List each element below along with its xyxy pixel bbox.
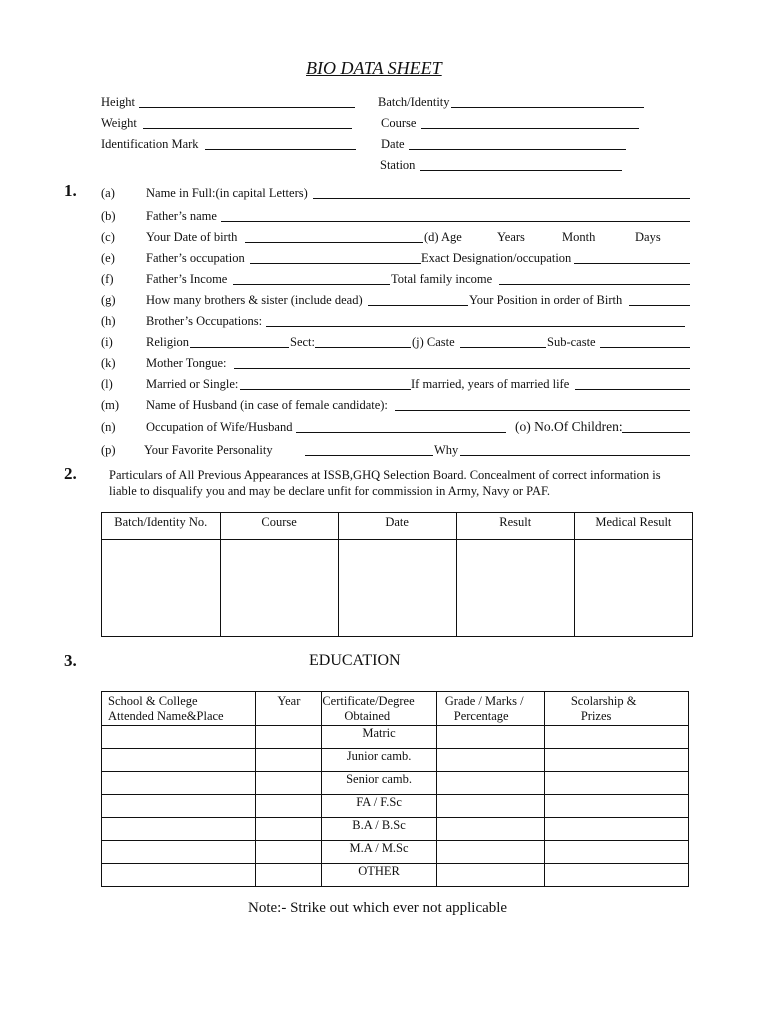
mother-tongue-label: Mother Tongue: xyxy=(146,356,227,370)
fathers-income-field[interactable] xyxy=(233,284,390,285)
spouse-occupation-label: Occupation of Wife/Husband xyxy=(146,420,293,434)
table-row xyxy=(102,841,689,864)
station-field[interactable] xyxy=(420,170,622,171)
sect-field[interactable] xyxy=(315,347,411,348)
husband-name-label: Name of Husband (in case of female candidate): xyxy=(146,398,388,412)
footer-note: Note:- Strike out which ever not applicable xyxy=(248,900,508,916)
column-header xyxy=(544,692,688,726)
table-cell[interactable] xyxy=(102,795,256,818)
batch-identity-label: Batch/Identity xyxy=(378,95,450,109)
table-cell[interactable] xyxy=(256,818,322,841)
table-cell[interactable] xyxy=(256,772,322,795)
weight-label: Weight xyxy=(101,116,137,130)
table-cell[interactable] xyxy=(574,540,692,637)
station-label: Station xyxy=(380,158,416,172)
table-cell[interactable] xyxy=(102,749,256,772)
table-cell[interactable] xyxy=(544,795,688,818)
height-field[interactable] xyxy=(139,107,355,108)
birth-order-label: Your Position in order of Birth xyxy=(469,293,623,307)
date-label: Date xyxy=(381,137,405,151)
qualification-cell: OTHER xyxy=(322,864,436,887)
favorite-personality-field[interactable] xyxy=(305,455,433,456)
age-label: (d) Age xyxy=(424,230,462,244)
table-cell[interactable] xyxy=(544,726,688,749)
qualification-cell: FA / F.Sc xyxy=(322,795,436,818)
item-e-label: (e) xyxy=(101,251,115,265)
married-years-label: If married, years of married life xyxy=(411,377,570,391)
education-table xyxy=(101,691,689,887)
year-header: Year xyxy=(256,692,322,726)
section-1-number: 1. xyxy=(64,181,77,200)
name-in-full-field[interactable] xyxy=(313,198,690,199)
batch-identity-field[interactable] xyxy=(451,107,644,108)
designation-label: Exact Designation/occupation xyxy=(421,251,572,265)
qualification-cell: Junior camb. xyxy=(322,749,436,772)
table-row xyxy=(102,864,689,887)
course-field[interactable] xyxy=(421,128,639,129)
table-cell[interactable] xyxy=(220,540,338,637)
total-family-income-field[interactable] xyxy=(499,284,690,285)
item-k-label: (k) xyxy=(101,356,116,370)
date-field[interactable] xyxy=(409,149,626,150)
item-a-label: (a) xyxy=(101,186,115,200)
table-cell[interactable] xyxy=(436,841,544,864)
mother-tongue-field[interactable] xyxy=(234,368,690,369)
table-cell[interactable] xyxy=(436,864,544,887)
married-years-field[interactable] xyxy=(575,389,690,390)
spouse-occupation-field[interactable] xyxy=(296,432,506,433)
designation-field[interactable] xyxy=(574,263,690,264)
table-cell[interactable] xyxy=(544,749,688,772)
table-row xyxy=(102,726,689,749)
brothers-occupations-field[interactable] xyxy=(266,326,685,327)
table-cell[interactable] xyxy=(436,772,544,795)
item-g-label: (g) xyxy=(101,293,116,307)
column-header: Medical Result xyxy=(574,513,692,540)
religion-field[interactable] xyxy=(190,347,289,348)
certificate-header-line-1: Certificate/Degree xyxy=(322,694,415,708)
table-cell[interactable] xyxy=(256,749,322,772)
table-cell[interactable] xyxy=(436,795,544,818)
table-cell[interactable] xyxy=(256,795,322,818)
age-month-label: Month xyxy=(562,230,596,244)
section-2-text-line-1: Particulars of All Previous Appearances at ISSB,GHQ Selection Board. Concealment of correct information is xyxy=(109,468,661,482)
course-label: Course xyxy=(381,116,417,130)
sub-caste-field[interactable] xyxy=(600,347,690,348)
table-cell[interactable] xyxy=(256,864,322,887)
table-cell[interactable] xyxy=(338,540,456,637)
table-cell[interactable] xyxy=(102,864,256,887)
table-cell[interactable] xyxy=(256,726,322,749)
table-cell[interactable] xyxy=(102,540,221,637)
brothers-sisters-label: How many brothers & sister (include dead) xyxy=(146,293,363,307)
husband-name-field[interactable] xyxy=(395,410,690,411)
table-cell[interactable] xyxy=(436,726,544,749)
scholarship-header-line-1: Scolarship & xyxy=(570,694,637,708)
date-of-birth-label: Your Date of birth xyxy=(146,230,238,244)
name-in-full-label: Name in Full:(in capital Letters) xyxy=(146,186,308,200)
education-heading: EDUCATION xyxy=(309,652,401,669)
column-header: Batch/Identity No. xyxy=(102,513,221,540)
table-cell[interactable] xyxy=(544,864,688,887)
item-n-label: (n) xyxy=(101,420,116,434)
caste-field[interactable] xyxy=(460,347,546,348)
age-days-label: Days xyxy=(635,230,661,244)
why-field[interactable] xyxy=(460,455,690,456)
section-2-text-line-2: liable to disqualify you and may be declare unfit for commission in Army, Navy or PAF. xyxy=(109,484,551,498)
marital-status-field[interactable] xyxy=(240,389,411,390)
children-count-label: (o) No.Of Children: xyxy=(515,419,623,434)
table-cell[interactable] xyxy=(102,818,256,841)
qualification-cell: M.A / M.Sc xyxy=(322,841,436,864)
qualification-cell: Matric xyxy=(322,726,436,749)
table-row xyxy=(102,772,689,795)
caste-label: (j) Caste xyxy=(412,335,455,349)
column-header: Result xyxy=(456,513,574,540)
total-family-income-label: Total family income xyxy=(391,272,493,286)
section-3-number: 3. xyxy=(64,651,77,670)
marital-status-label: Married or Single: xyxy=(146,377,239,391)
table-cell[interactable] xyxy=(256,841,322,864)
fathers-occupation-field[interactable] xyxy=(250,263,421,264)
item-p-label: (p) xyxy=(101,443,116,457)
table-row xyxy=(102,795,689,818)
column-header xyxy=(102,692,256,726)
fathers-occupation-label: Father’s occupation xyxy=(146,251,245,265)
fathers-income-label: Father’s Income xyxy=(146,272,228,286)
date-of-birth-field[interactable] xyxy=(245,242,423,243)
section-2-number: 2. xyxy=(64,464,77,483)
school-college-header-line-1: School & College xyxy=(108,694,198,708)
age-years-label: Years xyxy=(497,230,525,244)
table-row xyxy=(102,749,689,772)
school-college-header-line-2: Attended Name&Place xyxy=(108,709,224,723)
table-row xyxy=(102,818,689,841)
qualification-cell: B.A / B.Sc xyxy=(322,818,436,841)
column-header: Course xyxy=(220,513,338,540)
table-cell[interactable] xyxy=(102,841,256,864)
table-cell[interactable] xyxy=(436,818,544,841)
certificate-header-line-2: Obtained xyxy=(344,709,391,723)
table-cell[interactable] xyxy=(544,818,688,841)
children-count-field[interactable] xyxy=(622,432,690,433)
item-i-label: (i) xyxy=(101,335,113,349)
table-cell[interactable] xyxy=(102,772,256,795)
table-cell[interactable] xyxy=(456,540,574,637)
fathers-name-label: Father’s name xyxy=(146,209,217,223)
grade-header-line-2: Percentage xyxy=(453,709,509,723)
fathers-name-field[interactable] xyxy=(221,221,690,222)
identification-mark-label: Identification Mark xyxy=(101,137,199,151)
brothers-occupations-label: Brother’s Occupations: xyxy=(146,314,263,328)
table-cell[interactable] xyxy=(544,841,688,864)
scholarship-header-line-2: Prizes xyxy=(580,709,612,723)
birth-order-field[interactable] xyxy=(629,305,690,306)
column-header xyxy=(436,692,544,726)
column-header xyxy=(322,692,436,726)
previous-appearances-table xyxy=(101,512,693,637)
favorite-personality-label: Your Favorite Personality xyxy=(144,443,273,457)
brothers-sisters-field[interactable] xyxy=(368,305,468,306)
grade-header-line-1: Grade / Marks / xyxy=(444,694,524,708)
page-title: BIO DATA SHEET xyxy=(306,58,442,78)
table-cell[interactable] xyxy=(544,772,688,795)
weight-field[interactable] xyxy=(143,128,352,129)
sect-label: Sect: xyxy=(290,335,315,349)
item-m-label: (m) xyxy=(101,398,120,412)
column-header: Date xyxy=(338,513,456,540)
height-label: Height xyxy=(101,95,136,109)
sub-caste-label: Sub-caste xyxy=(547,335,596,349)
qualification-cell: Senior camb. xyxy=(322,772,436,795)
item-b-label: (b) xyxy=(101,209,116,223)
religion-label: Religion xyxy=(146,335,190,349)
item-l-label: (l) xyxy=(101,377,113,391)
item-h-label: (h) xyxy=(101,314,116,328)
item-f-label: (f) xyxy=(101,272,114,286)
why-label: Why xyxy=(434,443,459,457)
identification-mark-field[interactable] xyxy=(205,149,356,150)
table-cell[interactable] xyxy=(102,726,256,749)
table-cell[interactable] xyxy=(436,749,544,772)
item-c-label: (c) xyxy=(101,230,115,244)
